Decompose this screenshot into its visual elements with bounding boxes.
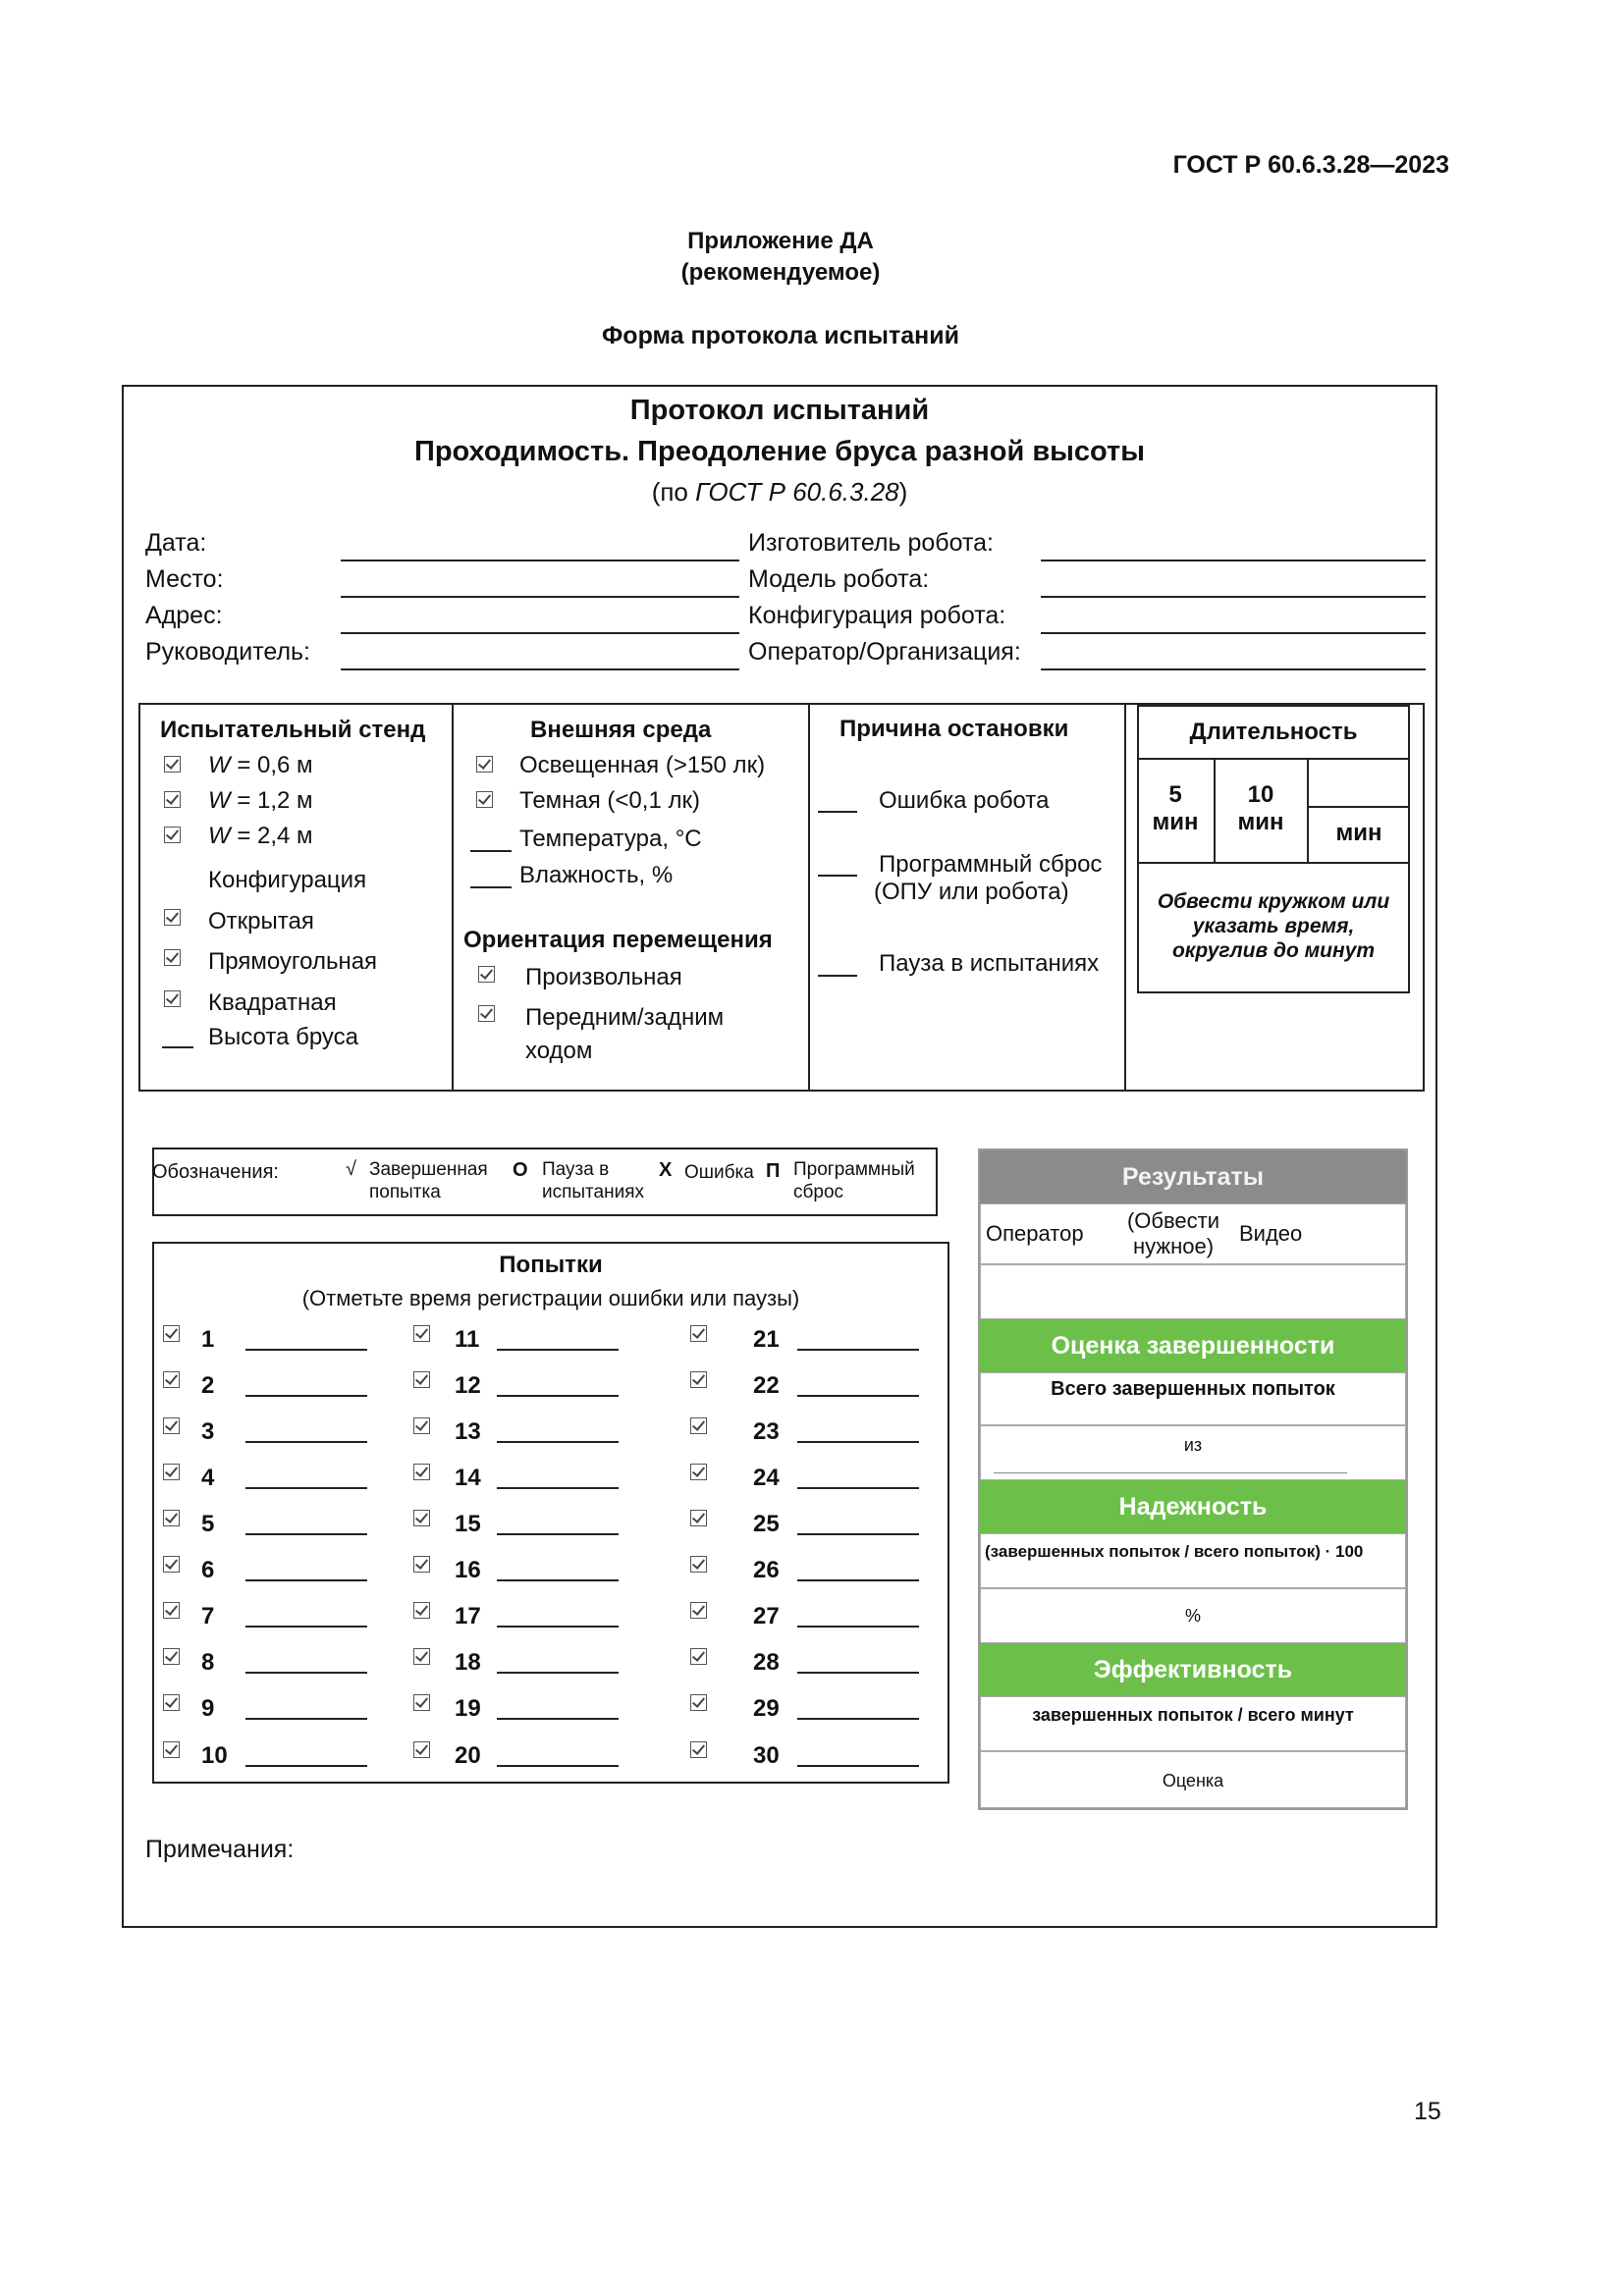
attempt-checkbox[interactable] <box>690 1325 707 1342</box>
divider <box>808 703 810 1092</box>
attempt-number: 25 <box>753 1511 780 1537</box>
attempt-number: 12 <box>455 1372 481 1399</box>
attempt-checkbox[interactable] <box>413 1417 430 1434</box>
attempt-number: 21 <box>753 1326 780 1353</box>
notes-label: Примечания: <box>145 1836 295 1863</box>
field-operator-input[interactable] <box>1041 668 1426 670</box>
attempt-number: 18 <box>455 1649 481 1676</box>
attempt-time-input[interactable] <box>797 1765 919 1767</box>
stop-software-reset-2: (ОПУ или робота) <box>874 879 1069 905</box>
attempt-time-input[interactable] <box>497 1765 619 1767</box>
protocol-title: Протокол испытаний <box>629 395 930 426</box>
page-number: 15 <box>1414 2098 1441 2125</box>
legend-reset-2: сброс <box>793 1182 844 1202</box>
duration-5[interactable]: 5 <box>1168 781 1182 808</box>
attempt-checkbox[interactable] <box>163 1602 180 1619</box>
attempt-number: 11 <box>455 1326 480 1353</box>
results-operator[interactable]: Оператор <box>986 1221 1084 1246</box>
attempt-checkbox[interactable] <box>690 1417 707 1434</box>
attempt-number: 3 <box>201 1418 215 1445</box>
attempt-time-input[interactable] <box>245 1395 367 1397</box>
attempt-time-input[interactable] <box>245 1579 367 1581</box>
results-blank-row[interactable] <box>980 1264 1406 1319</box>
stop-pause: Пауза в испытаниях <box>879 950 1100 977</box>
attempt-number: 9 <box>201 1695 215 1722</box>
orientation-title: Ориентация перемещения <box>463 927 773 953</box>
attempt-checkbox[interactable] <box>163 1464 180 1480</box>
legend-symbol-error: Х <box>659 1159 673 1181</box>
attempt-checkbox[interactable] <box>690 1556 707 1573</box>
legend-reset-1: Программный <box>793 1159 915 1180</box>
attempt-checkbox[interactable] <box>413 1325 430 1342</box>
legend-symbol-completed: √ <box>346 1158 356 1180</box>
environment-title: Внешняя среда <box>530 717 712 743</box>
attempt-time-input[interactable] <box>497 1718 619 1720</box>
divider <box>1124 703 1126 1092</box>
attempt-checkbox[interactable] <box>163 1648 180 1665</box>
field-configuration-label: Конфигурация робота: <box>748 602 1006 629</box>
attempt-number: 23 <box>753 1418 780 1445</box>
attempt-checkbox[interactable] <box>163 1417 180 1434</box>
attempt-time-input[interactable] <box>797 1533 919 1535</box>
completeness-blank[interactable] <box>994 1472 1347 1473</box>
attempt-time-input[interactable] <box>497 1533 619 1535</box>
attempt-number: 24 <box>753 1465 780 1491</box>
stop-robot-error: Ошибка робота <box>879 787 1050 814</box>
field-manufacturer-label: Изготовитель робота: <box>748 529 994 557</box>
divider <box>452 703 454 1092</box>
orientation-any: Произвольная <box>525 964 682 990</box>
software-reset-blank[interactable] <box>818 875 857 877</box>
attempt-number: 29 <box>753 1695 780 1722</box>
reliability-percent: % <box>1184 1606 1201 1626</box>
attempt-number: 16 <box>455 1557 481 1583</box>
attempt-checkbox[interactable] <box>413 1556 430 1573</box>
attempt-number: 7 <box>201 1603 215 1629</box>
attempt-checkbox[interactable] <box>690 1648 707 1665</box>
attempt-checkbox[interactable] <box>690 1602 707 1619</box>
attempt-checkbox[interactable] <box>163 1371 180 1388</box>
stand-width-24: W = 2,4 м <box>208 823 313 849</box>
field-model-label: Модель робота: <box>748 565 930 593</box>
appendix-status: (рекомендуемое) <box>680 259 881 286</box>
duration-10[interactable]: 10 <box>1247 781 1274 808</box>
legend-symbol-reset: П <box>766 1160 781 1182</box>
attempt-time-input[interactable] <box>245 1765 367 1767</box>
field-model-input[interactable] <box>1041 596 1426 598</box>
duration-title: Длительность <box>1189 719 1358 745</box>
legend-pause-2: испытаниях <box>542 1182 645 1202</box>
field-address-input[interactable] <box>341 632 739 634</box>
legend-completed-1: Завершенная <box>369 1159 488 1180</box>
field-date-label: Дата: <box>145 529 207 557</box>
robot-error-blank[interactable] <box>818 811 857 813</box>
stand-beam-height: Высота бруса <box>208 1024 358 1050</box>
attempt-number: 19 <box>455 1695 481 1722</box>
attempt-number: 26 <box>753 1557 780 1583</box>
attempt-number: 15 <box>455 1511 481 1537</box>
duration-5-unit: мин <box>1152 809 1199 835</box>
attempt-time-input[interactable] <box>797 1487 919 1489</box>
attempt-number: 5 <box>201 1511 215 1537</box>
attempt-number: 17 <box>455 1603 481 1629</box>
standard-number: ГОСТ Р 60.6.3.28—2023 <box>1172 151 1449 179</box>
checkbox-orient-any[interactable] <box>478 966 495 983</box>
checkbox-config-open[interactable] <box>164 909 181 926</box>
attempt-checkbox[interactable] <box>413 1741 430 1758</box>
form-title: Форма протокола испытаний <box>601 322 960 349</box>
attempt-time-input[interactable] <box>497 1395 619 1397</box>
attempt-number: 8 <box>201 1649 215 1676</box>
checkbox-lit[interactable] <box>476 756 493 773</box>
attempt-time-input[interactable] <box>245 1626 367 1628</box>
checkbox-config-rectangular[interactable] <box>164 949 181 966</box>
attempt-checkbox[interactable] <box>690 1741 707 1758</box>
attempt-checkbox[interactable] <box>690 1464 707 1480</box>
legend-error: Ошибка <box>684 1162 754 1183</box>
attempt-checkbox[interactable] <box>163 1510 180 1526</box>
checkbox-orient-fwd-back[interactable] <box>478 1005 495 1022</box>
efficiency-score: Оценка <box>1162 1771 1224 1790</box>
attempts-subtitle: (Отметьте время регистрации ошибки или паузы) <box>301 1286 800 1310</box>
attempt-time-input[interactable] <box>797 1626 919 1628</box>
attempt-time-input[interactable] <box>797 1718 919 1720</box>
stop-software-reset: Программный сброс <box>879 851 1103 878</box>
results-title: Результаты <box>980 1150 1406 1203</box>
attempt-time-input[interactable] <box>797 1579 919 1581</box>
attempt-time-input[interactable] <box>497 1487 619 1489</box>
attempt-time-input[interactable] <box>497 1672 619 1674</box>
attempt-number: 30 <box>753 1742 780 1769</box>
orientation-fwd-back: Передним/задним <box>525 1004 725 1031</box>
reliability-title: Надежность <box>980 1480 1406 1533</box>
stand-width-06: W = 0,6 м <box>208 752 313 778</box>
environment-temperature: Температура, °С <box>519 826 702 852</box>
stand-config-title: Конфигурация <box>208 867 367 893</box>
attempt-checkbox[interactable] <box>163 1741 180 1758</box>
attempt-checkbox[interactable] <box>163 1325 180 1342</box>
attempt-number: 28 <box>753 1649 780 1676</box>
attempt-time-input[interactable] <box>245 1441 367 1443</box>
appendix-title: Приложение ДА <box>687 228 874 254</box>
attempt-checkbox[interactable] <box>163 1556 180 1573</box>
field-address-label: Адрес: <box>145 602 223 629</box>
attempt-checkbox[interactable] <box>163 1694 180 1711</box>
attempt-time-input[interactable] <box>245 1487 367 1489</box>
legend-label: Обозначения: <box>152 1161 279 1183</box>
attempt-number: 13 <box>455 1418 481 1445</box>
results-choose-1: (Обвести <box>1126 1208 1220 1233</box>
pause-blank[interactable] <box>818 975 857 977</box>
stand-width-12: W = 1,2 м <box>208 787 313 814</box>
attempt-number: 14 <box>455 1465 481 1491</box>
field-operator-label: Оператор/Организация: <box>748 638 1021 666</box>
field-configuration-input[interactable] <box>1041 632 1426 634</box>
checkbox-width-24[interactable] <box>164 827 181 843</box>
protocol-reference: (по ГОСТ Р 60.6.3.28) <box>651 477 908 507</box>
attempt-number: 10 <box>201 1742 228 1769</box>
orientation-fwd-back-2: ходом <box>525 1038 593 1064</box>
environment-humidity: Влажность, % <box>519 862 674 888</box>
legend-pause-1: Пауза в <box>542 1159 610 1180</box>
stop-reason-title: Причина остановки <box>839 716 1069 742</box>
checkbox-dark[interactable] <box>476 791 493 808</box>
legend-symbol-pause: О <box>513 1159 528 1181</box>
attempt-checkbox[interactable] <box>413 1602 430 1619</box>
duration-10-unit: мин <box>1237 809 1284 835</box>
attempt-number: 2 <box>201 1372 215 1399</box>
completeness-title: Оценка завершенности <box>980 1319 1406 1372</box>
temperature-blank[interactable] <box>470 850 512 852</box>
duration-note: Обвести кружком или указать время, округлив до минут <box>1157 890 1390 962</box>
humidity-blank[interactable] <box>470 886 512 888</box>
attempt-checkbox[interactable] <box>413 1694 430 1711</box>
total-completed: Всего завершенных попыток <box>1051 1378 1335 1400</box>
attempt-number: 22 <box>753 1372 780 1399</box>
stand-title: Испытательный стенд <box>160 717 426 743</box>
attempt-number: 20 <box>455 1742 481 1769</box>
duration-custom-unit: мин <box>1335 820 1382 846</box>
divider <box>1137 862 1410 864</box>
divider <box>1307 806 1410 808</box>
attempt-time-input[interactable] <box>245 1349 367 1351</box>
stand-config-square: Квадратная <box>208 989 337 1016</box>
divider <box>1137 758 1410 760</box>
results-choose-2: нужное) <box>1132 1234 1215 1258</box>
attempt-time-input[interactable] <box>797 1395 919 1397</box>
checkbox-width-12[interactable] <box>164 791 181 808</box>
field-place-input[interactable] <box>341 596 739 598</box>
attempt-number: 6 <box>201 1557 215 1583</box>
environment-lit: Освещенная (>150 лк) <box>519 752 766 778</box>
attempt-time-input[interactable] <box>497 1579 619 1581</box>
attempts-box <box>152 1242 949 1784</box>
attempt-checkbox[interactable] <box>413 1371 430 1388</box>
checkbox-width-06[interactable] <box>164 756 181 773</box>
field-supervisor-label: Руководитель: <box>145 638 311 666</box>
checkbox-config-square[interactable] <box>164 990 181 1007</box>
attempt-time-input[interactable] <box>497 1349 619 1351</box>
field-supervisor-input[interactable] <box>341 668 739 670</box>
attempt-checkbox[interactable] <box>690 1694 707 1711</box>
attempt-time-input[interactable] <box>245 1718 367 1720</box>
attempt-number: 27 <box>753 1603 780 1629</box>
protocol-subtitle: Проходимость. Преодоление бруса разной высоты <box>413 436 1146 467</box>
field-manufacturer-input[interactable] <box>1041 560 1426 561</box>
height-blank[interactable] <box>162 1046 193 1048</box>
attempt-checkbox[interactable] <box>413 1648 430 1665</box>
completeness-of: из <box>1183 1435 1203 1455</box>
field-place-label: Место: <box>145 565 224 593</box>
reliability-formula: (завершенных попыток / всего попыток) · 100 <box>985 1542 1364 1561</box>
stand-config-rectangular: Прямоугольная <box>208 948 378 975</box>
attempt-checkbox[interactable] <box>690 1510 707 1526</box>
attempt-time-input[interactable] <box>497 1441 619 1443</box>
attempt-time-input[interactable] <box>797 1441 919 1443</box>
field-date-input[interactable] <box>341 560 739 561</box>
attempt-checkbox[interactable] <box>690 1371 707 1388</box>
attempt-time-input[interactable] <box>245 1533 367 1535</box>
attempt-time-input[interactable] <box>497 1626 619 1628</box>
attempt-time-input[interactable] <box>245 1672 367 1674</box>
attempt-number: 4 <box>201 1465 215 1491</box>
attempt-time-input[interactable] <box>797 1349 919 1351</box>
environment-dark: Темная (<0,1 лк) <box>519 787 700 814</box>
attempts-title: Попытки <box>499 1252 603 1278</box>
efficiency-formula: завершенных попыток / всего минут <box>1032 1705 1354 1725</box>
attempt-time-input[interactable] <box>797 1672 919 1674</box>
stand-config-open: Открытая <box>208 908 314 934</box>
results-video[interactable]: Видео <box>1239 1221 1303 1246</box>
efficiency-title: Эффективность <box>980 1643 1406 1696</box>
legend-completed-2: попытка <box>369 1182 441 1202</box>
attempt-number: 1 <box>201 1326 215 1353</box>
attempt-checkbox[interactable] <box>413 1510 430 1526</box>
attempt-checkbox[interactable] <box>413 1464 430 1480</box>
